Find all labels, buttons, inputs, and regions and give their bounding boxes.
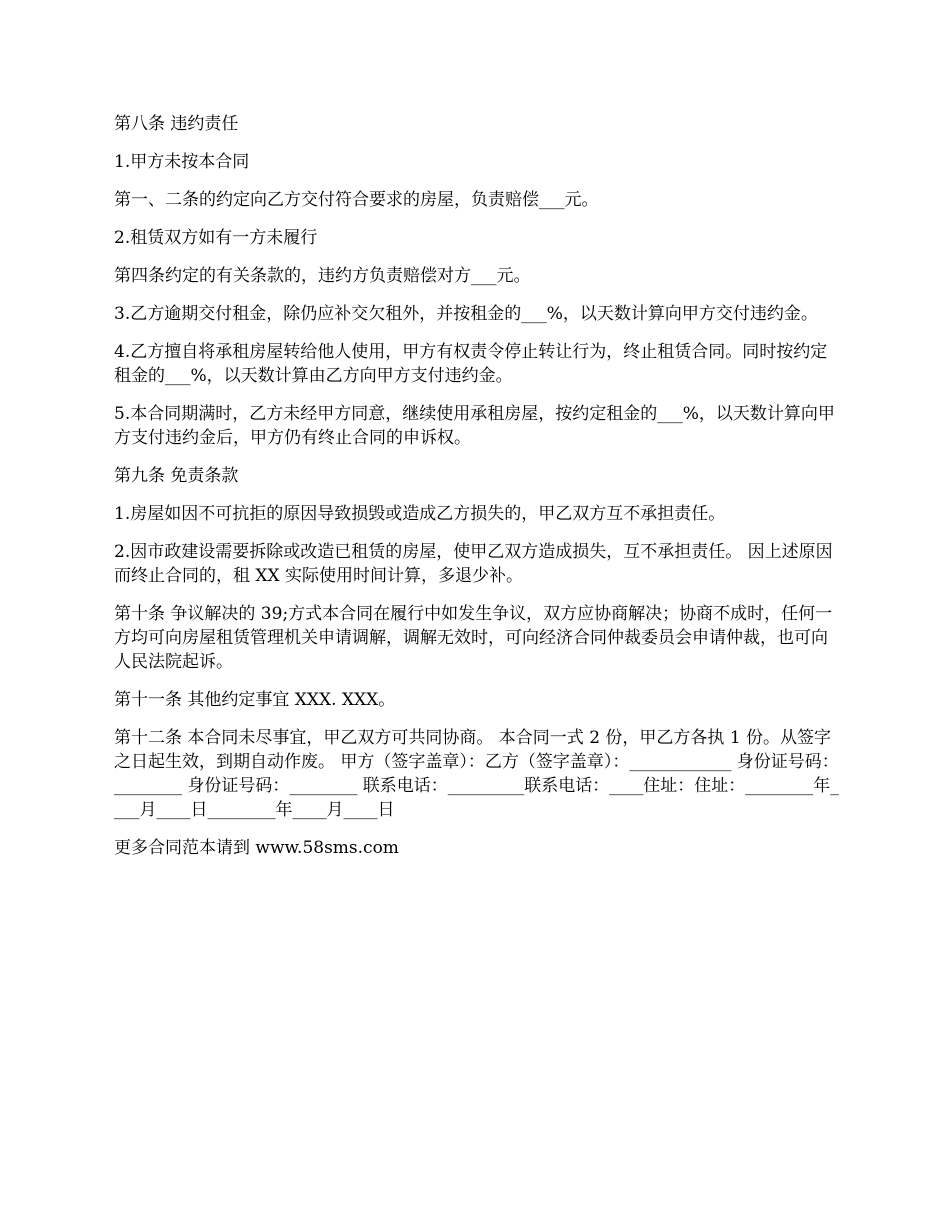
section-heading-article-9: 第九条 免责条款 [114, 466, 239, 486]
article-10-dispute-resolution: 第十条 争议解决的 39;方式本合同在履行中如发生争议，双方应协商解决；协商不成时，任何一方均可向房屋租赁管理机关申请调解，调解无效时，可向经济合同仲裁委员会申请仲裁，也可向人民法院起诉。 [114, 604, 833, 672]
document-body [114, 112, 839, 874]
footer-more-templates: 更多合同范本请到 www.58sms.com [114, 838, 399, 858]
section-heading-article-8: 第八条 违约责任 [114, 114, 239, 134]
clause-9-2: 2.因市政建设需要拆除或改造已租赁的房屋，使甲乙双方造成损失，互不承担责任。 因上述原因而终止合同的，租 XX 实际使用时间计算，多退少补。 [114, 542, 833, 586]
clause-8-5: 5.本合同期满时，乙方未经甲方同意，继续使用承租房屋，按约定租金的___%，以天数计算向甲方支付违约金后，甲方仍有终止合同的申诉权。 [114, 404, 835, 448]
article-12-signatures: 第十二条 本合同未尽事宜，甲乙双方可共同协商。 本合同一式 2 份，甲乙方各执 1 份。从签字之日起生效，到期自动作废。 甲方（签字盖章）：乙方（签字盖章）：____________ 身份证号码：________ 身份证号码：________ 联系电话：_________联系电话：____住址：住址：________年____月____日________年____月____日 [114, 728, 839, 820]
clause-8-1-intro: 1.甲方未按本合同 [114, 152, 250, 172]
clause-8-4: 4.乙方擅自将承租房屋转给他人使用，甲方有权责令停止转让行为，终止租赁合同。同时按约定租金的___%，以天数计算由乙方向甲方支付违约金。 [114, 342, 828, 386]
article-11-other-matters: 第十一条 其他约定事宜 XXX. XXX。 [114, 690, 396, 710]
clause-9-1: 1.房屋如因不可抗拒的原因导致损毁或造成乙方损失的，甲乙双方互不承担责任。 [114, 504, 726, 524]
clause-8-3: 3.乙方逾期交付租金，除仍应补交欠租外，并按租金的___%，以天数计算向甲方交付违约金。 [114, 304, 818, 324]
clause-8-1-body: 第一、二条的约定向乙方交付符合要求的房屋，负责赔偿___元。 [114, 190, 599, 210]
clause-8-2-intro: 2.租赁双方如有一方未履行 [114, 228, 318, 248]
clause-8-2-body: 第四条约定的有关条款的，违约方负责赔偿对方___元。 [114, 266, 531, 286]
